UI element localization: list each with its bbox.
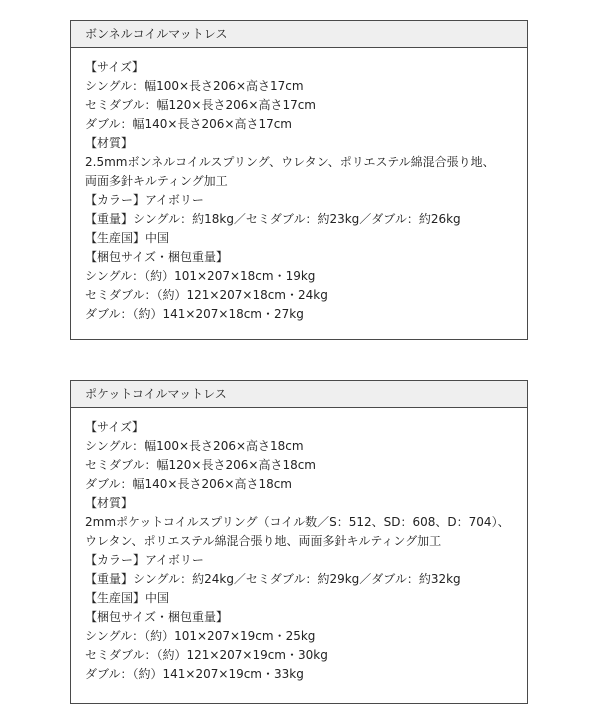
spec-line: 【重量】シングル：約24kg／セミダブル：約29kg／ダブル：約32kg [85,572,461,586]
spec-line: シングル：幅100×長さ206×高さ17cm [85,79,304,93]
spec-line: 2mmポケットコイルスプリング（コイル数／S：512、SD：608、D：704）、 [85,515,510,529]
spec-line: 【梱包サイズ・梱包重量】 [85,250,229,264]
spec-box-body [71,48,527,324]
spec-line: セミダブル：幅120×長さ206×高さ17cm [85,98,316,112]
pocket-coil-spec-box [70,380,528,704]
spec-box-title: ボンネルコイルマットレス [71,21,527,48]
spec-line: ダブル：幅140×長さ206×高さ18cm [85,477,292,491]
spec-line: 【材質】 [85,496,134,510]
spec-line: 【梱包サイズ・梱包重量】 [85,610,229,624]
spec-line: ダブル：（約）141×207×19cm・33kg [85,667,304,681]
spec-line: 【サイズ】 [85,60,145,74]
spec-line: 【生産国】中国 [85,591,170,605]
spec-line: 両面多針キルティング加工 [85,174,228,188]
spec-line: 【カラー】アイボリー [85,553,204,567]
spec-line: シングル：幅100×長さ206×高さ18cm [85,439,304,453]
spec-box-body [71,408,527,684]
bonnell-coil-spec-box [70,20,528,340]
spec-line: ダブル：幅140×長さ206×高さ17cm [85,117,292,131]
spec-line: セミダブル：（約）121×207×18cm・24kg [85,288,328,302]
spec-line: ウレタン、ポリエステル綿混合張り地、両面多針キルティング加工 [85,534,442,548]
spec-line: ダブル：（約）141×207×18cm・27kg [85,307,304,321]
spec-line: セミダブル：幅120×長さ206×高さ18cm [85,458,316,472]
spec-line: 【重量】シングル：約18kg／セミダブル：約23kg／ダブル：約26kg [85,212,461,226]
spec-line: 【カラー】アイボリー [85,193,204,207]
spec-line: セミダブル：（約）121×207×19cm・30kg [85,648,328,662]
spec-line: 【サイズ】 [85,420,145,434]
spec-line: 2.5mmボンネルコイルスプリング、ウレタン、ポリエステル綿混合張り地、 [85,155,495,169]
spec-line: シングル：（約）101×207×18cm・19kg [85,269,316,283]
spec-line: 【生産国】中国 [85,231,170,245]
spec-line: シングル：（約）101×207×19cm・25kg [85,629,316,643]
spec-box-title: ポケットコイルマットレス [71,381,527,408]
spec-line: 【材質】 [85,136,134,150]
